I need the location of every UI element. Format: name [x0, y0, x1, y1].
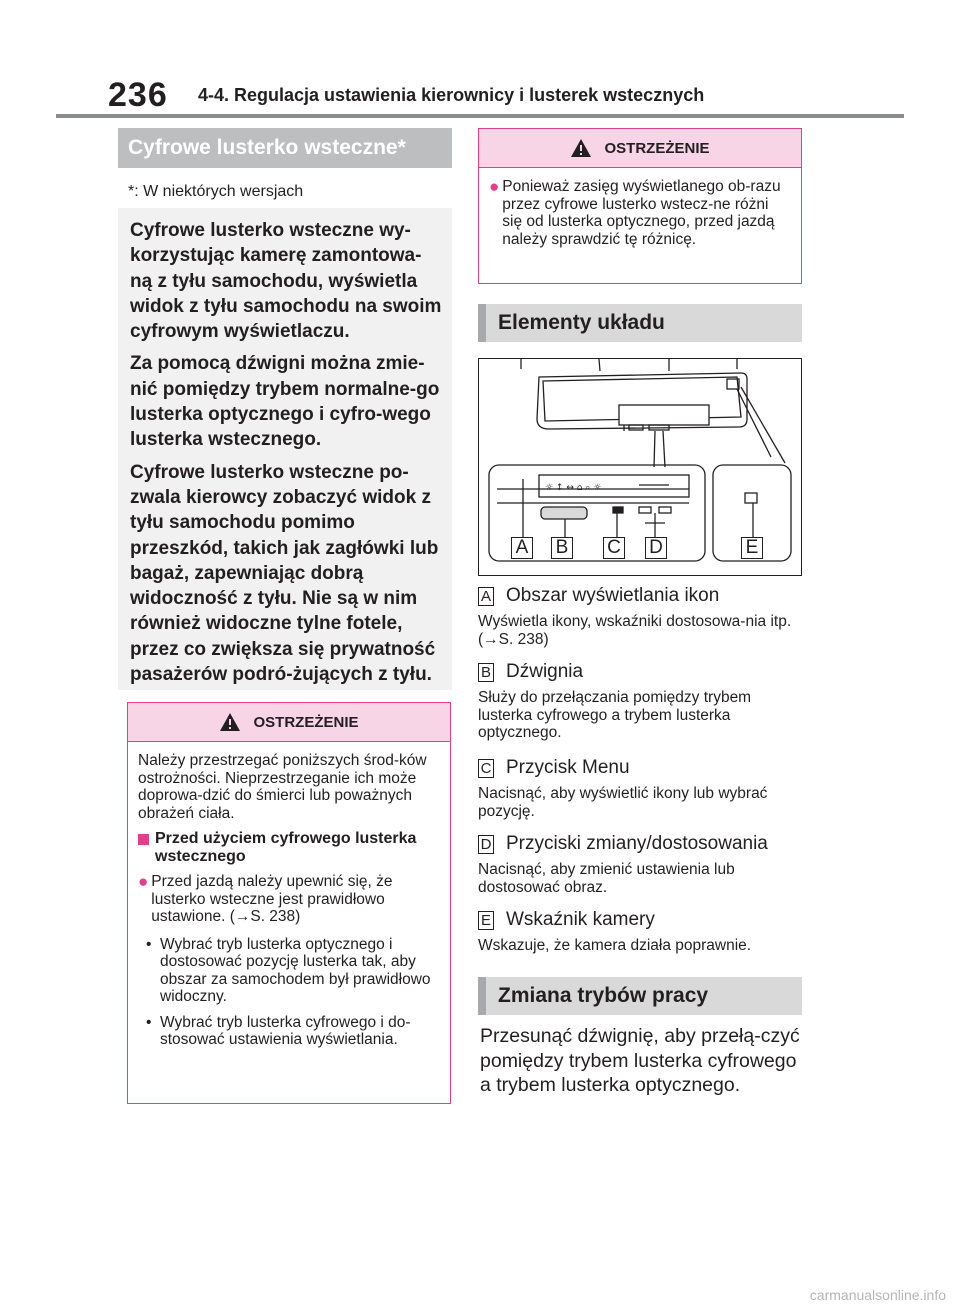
warning-intro: Należy przestrzegać poniższych środ-ków ostrożności. Nieprzestrzeganie ich może doprowa-dzić do śmierci lub poważnych obrażeń ciała.: [138, 752, 427, 822]
warning-title: OSTRZEŻENIE: [604, 139, 710, 157]
svg-text:☼ ↕ ↔ ⌂ ⌕ ☼: ☼ ↕ ↔ ⌂ ⌕ ☼: [545, 483, 602, 493]
list-item: [478, 757, 808, 820]
intro-paragraph-3: Cyfrowe lusterko wsteczne po-zwala kierowcy zobaczyć widok z tyłu samochodu pomimo przeszkód, takich jak zagłówki lub bagaż, zapewniając dobrą widoczność z tyłu. Nie są w nim również widoczne tylne fotele, przez co zwiększa się prywatność pasażerów podró-żujących z tyłu.: [130, 461, 439, 686]
footnote: *: W niektórych wersjach: [128, 183, 304, 200]
section-title-modes: Zmiana trybów pracy: [478, 977, 802, 1015]
warning-header: [479, 129, 801, 168]
header-rule: [56, 114, 904, 118]
item-letter: E: [478, 911, 494, 930]
item-desc: Służy do przełączania pomiędzy trybem lusterka cyfrowego a trybem lusterka optycznego.: [478, 689, 752, 741]
chapter-title: 4-4. Regulacja ustawienia kierownicy i lusterek wstecznych: [198, 85, 705, 105]
warning-box-right: [478, 128, 802, 284]
warning-triangle-icon: [219, 712, 241, 732]
list-item: [478, 585, 808, 648]
warning-title: OSTRZEŻENIE: [253, 713, 359, 731]
item-desc: Nacisnąć, aby wyświetlić ikony lub wybrać pozycję.: [478, 785, 768, 820]
item-title: Obszar wyświetlania ikon: [506, 585, 720, 606]
item-title: Przyciski zmiany/dostosowania: [506, 833, 768, 854]
diagram-label-b: B: [551, 537, 573, 559]
item-letter: D: [478, 835, 494, 854]
item-title: Dźwignia: [506, 661, 584, 682]
list-item: [478, 909, 808, 955]
intro-paragraph-2: Za pomocą dźwigni można zmie-nić pomiędzy trybem normalne-go lusterka optycznego i cyfro-wego lusterka wstecznego.: [130, 353, 440, 451]
warning-point: Przed jazdą należy upewnić się, że lusterko wsteczne jest prawidłowo ustawione. (→S. 238): [151, 873, 393, 925]
warning-box-left: [127, 702, 451, 1104]
diagram-label-c: C: [603, 537, 625, 559]
intro-box: [118, 208, 452, 690]
warning-triangle-icon: [570, 138, 592, 158]
warning-header: [128, 703, 450, 742]
section-title-digital-mirror: Cyfrowe lusterko wsteczne*: [118, 128, 452, 168]
modes-text: Przesunąć dźwignię, aby przełą-czyć pomiędzy trybem lusterka cyfrowego a trybem lusterka optycznego.: [480, 1025, 800, 1096]
section-title-components: Elementy układu: [478, 304, 802, 342]
watermark: carmanualsonline.info: [809, 1287, 946, 1303]
diagram-label-a: A: [511, 537, 533, 559]
square-bullet-icon: [138, 834, 149, 845]
warning-heading: Przed użyciem cyfrowego lusterka wstecznego: [155, 830, 417, 865]
diagram-label-e: E: [741, 537, 763, 559]
item-letter: A: [478, 587, 494, 606]
list-item: • Wybrać tryb lusterka optycznego i dostosować pozycję lusterka tak, aby obszar za samochodem był prawidłowo widoczny.: [146, 935, 431, 1005]
circle-bullet-icon: ●: [138, 872, 149, 891]
list-item: [478, 833, 808, 896]
item-title: Wskaźnik kamery: [506, 909, 655, 930]
mirror-diagram: [478, 358, 802, 576]
circle-bullet-icon: ●: [489, 177, 500, 196]
item-letter: B: [478, 663, 494, 682]
item-desc: Wyświetla ikony, wskaźniki dostosowa-nia itp. (→S. 238): [478, 613, 792, 648]
intro-paragraph-1: Cyfrowe lusterko wsteczne wy-korzystując kamerę zamontowa-ną z tyłu samochodu, wyświetla widok z tyłu samochodu na swoim cyfrowym wyświetlaczu.: [130, 220, 442, 343]
item-letter: C: [478, 759, 494, 778]
list-item: [478, 661, 808, 742]
list-item: • Wybrać tryb lusterka cyfrowego i do-stosować ustawienia wyświetlania.: [146, 1013, 411, 1048]
item-title: Przycisk Menu: [506, 757, 630, 778]
item-desc: Nacisnąć, aby zmienić ustawienia lub dostosować obraz.: [478, 861, 735, 896]
diagram-label-d: D: [645, 537, 667, 559]
page-number: 236: [108, 76, 168, 114]
warning-point: Ponieważ zasięg wyświetlanego ob-razu przez cyfrowe lusterko wstecz-ne różni się od lusterka optycznego, przed jazdą należy sprawdzić tę różnicę.: [502, 178, 781, 248]
item-desc: Wskazuje, że kamera działa poprawnie.: [478, 937, 752, 954]
